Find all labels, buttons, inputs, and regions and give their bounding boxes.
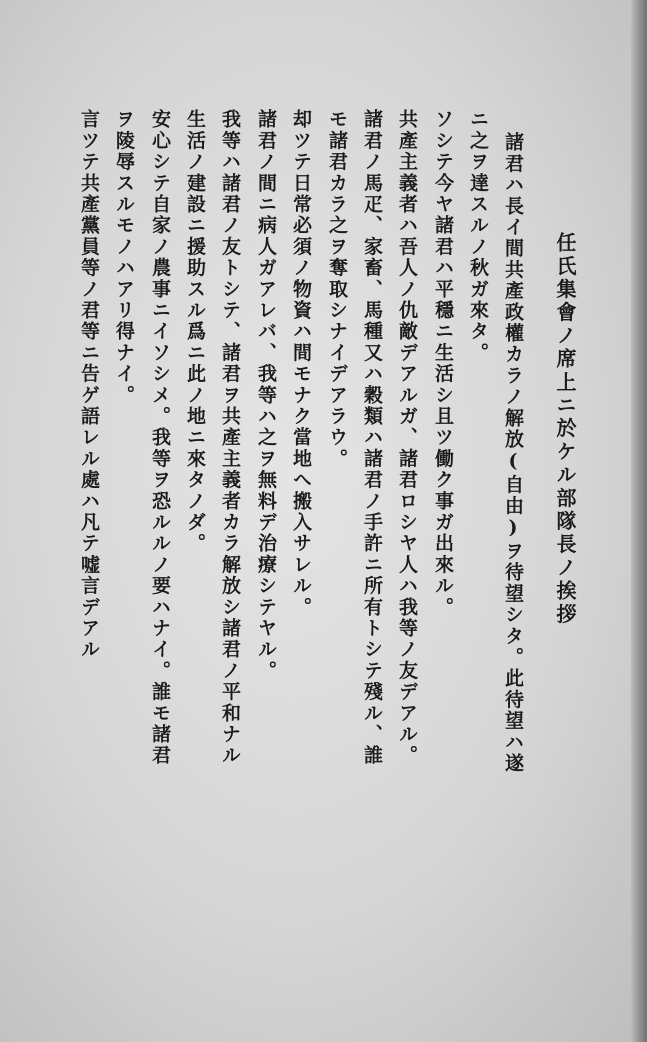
page-title: 任氏集會ノ席上ニ於ケル部隊長ノ挨拶: [553, 232, 577, 627]
text-line-13: 言ツテ共產黨員等ノ君等ニ告ゲ語レル處ハ凡テ嘘言デアル: [78, 109, 100, 661]
book-spine-shadow: [631, 0, 647, 1042]
text-line-6: モ諸君カラ之ヲ奪取シナイデアラウ。: [326, 109, 348, 470]
text-line-11: 安心シテ自家ノ農事ニイソシメ。我等ヲ恐ルルノ要ハナイ。誰モ諸君: [149, 109, 171, 767]
text-line-7: 却ツテ日常必須ノ物資ハ間モナク當地へ搬入サレル。: [290, 109, 312, 618]
text-line-1: 諸君ハ長イ間共產政權カラノ解放(自由)ヲ待望シタ。此待望ハ遂: [502, 132, 524, 774]
text-line-10: 生活ノ建設ニ援助スル爲ニ此ノ地ニ來タノダ。: [184, 109, 206, 555]
text-line-9: 我等ハ諸君ノ友トシテ、諸君ヲ共產主義者カラ解放シ諸君ノ平和ナル: [219, 109, 241, 767]
text-line-4: 共產主義者ハ吾人ノ仇敵デアルガ、諸君ロシヤ人ハ我等ノ友デアル。: [396, 109, 418, 767]
text-line-5: 諸君ノ馬疋、家畜、馬種又ハ穀類ハ諸君ノ手許ニ所有トシテ殘ル、誰: [361, 109, 383, 767]
text-line-3: ソシテ今ヤ諸君ハ平穩ニ生活シ且ツ働ク事ガ出來ル。: [432, 109, 454, 618]
text-line-8: 諸君ノ間ニ病人ガアレバ、我等ハ之ヲ無料デ治療シテヤル。: [255, 109, 277, 682]
text-line-2: ニ之ヲ達スルノ秋ガ來タ。: [467, 109, 489, 364]
text-line-12: ヲ陵辱スルモノハアリ得ナイ。: [113, 109, 135, 406]
